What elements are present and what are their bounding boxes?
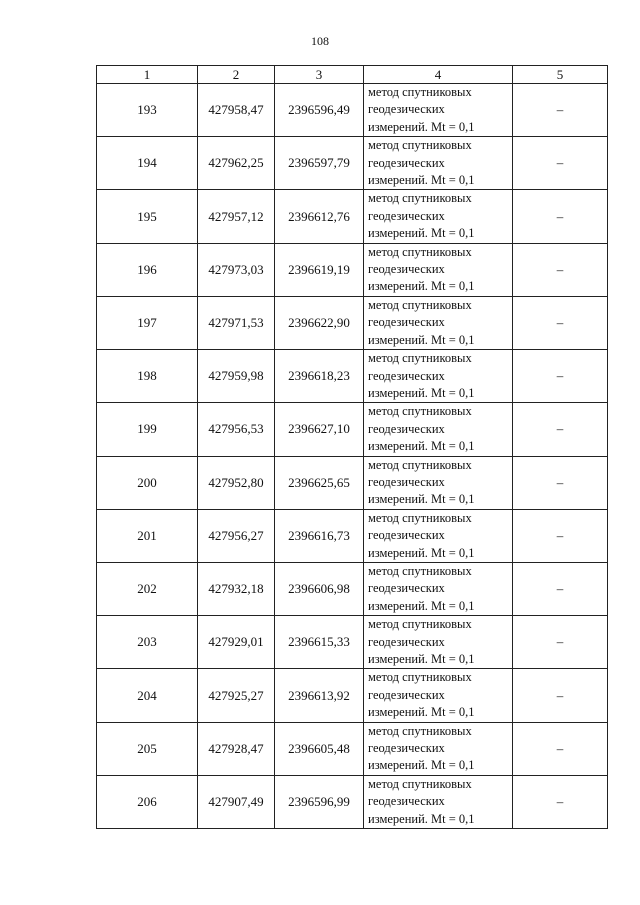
x-coordinate-cell: 427962,25 — [198, 137, 275, 190]
x-coordinate-cell: 427925,27 — [198, 669, 275, 722]
table-row — [97, 243, 608, 296]
method-cell — [364, 190, 513, 243]
method-line-1: метод спутниковых — [368, 138, 472, 153]
y-coordinate-cell: 2396625,65 — [275, 456, 364, 509]
x-coordinate-cell: 427956,53 — [198, 403, 275, 456]
point-number-cell: 195 — [97, 190, 198, 243]
point-number-cell: 202 — [97, 562, 198, 615]
note-cell: – — [513, 84, 608, 137]
x-coordinate-cell: 427952,80 — [198, 456, 275, 509]
method-line-3: измерений. Mt = 0,1 — [368, 332, 475, 347]
point-number-cell: 200 — [97, 456, 198, 509]
table-row — [97, 775, 608, 828]
table-body — [97, 84, 608, 829]
method-line-2: геодезических — [368, 368, 445, 383]
method-line-1: метод спутниковых — [368, 404, 472, 419]
method-line-3: измерений. Mt = 0,1 — [368, 545, 475, 560]
y-coordinate-cell: 2396596,99 — [275, 775, 364, 828]
x-coordinate-cell: 427929,01 — [198, 616, 275, 669]
method-line-3: измерений. Mt = 0,1 — [368, 811, 475, 826]
method-line-1: метод спутниковых — [368, 776, 472, 791]
x-coordinate-cell: 427971,53 — [198, 296, 275, 349]
method-line-3: измерений. Mt = 0,1 — [368, 119, 475, 134]
method-cell — [364, 137, 513, 190]
x-coordinate-cell: 427956,27 — [198, 509, 275, 562]
method-line-1: метод спутниковых — [368, 457, 472, 472]
method-cell — [364, 403, 513, 456]
table-row — [97, 190, 608, 243]
table-row — [97, 616, 608, 669]
table-row — [97, 296, 608, 349]
table-row — [97, 562, 608, 615]
point-number-cell: 203 — [97, 616, 198, 669]
table-row — [97, 137, 608, 190]
method-cell — [364, 296, 513, 349]
y-coordinate-cell: 2396618,23 — [275, 350, 364, 403]
method-line-2: геодезических — [368, 528, 445, 543]
y-coordinate-cell: 2396613,92 — [275, 669, 364, 722]
method-line-1: метод спутниковых — [368, 191, 472, 206]
method-cell — [364, 350, 513, 403]
method-line-2: геодезических — [368, 741, 445, 756]
method-cell — [364, 775, 513, 828]
method-line-2: геодезических — [368, 581, 445, 596]
method-line-3: измерений. Mt = 0,1 — [368, 173, 475, 188]
x-coordinate-cell: 427958,47 — [198, 84, 275, 137]
x-coordinate-cell: 427928,47 — [198, 722, 275, 775]
y-coordinate-cell: 2396612,76 — [275, 190, 364, 243]
header-row — [97, 66, 608, 84]
header-col-5: 5 — [513, 66, 608, 84]
note-cell: – — [513, 722, 608, 775]
table-row — [97, 350, 608, 403]
point-number-cell: 196 — [97, 243, 198, 296]
method-line-1: метод спутниковых — [368, 670, 472, 685]
note-cell: – — [513, 562, 608, 615]
point-number-cell: 193 — [97, 84, 198, 137]
note-cell: – — [513, 137, 608, 190]
x-coordinate-cell: 427907,49 — [198, 775, 275, 828]
y-coordinate-cell: 2396627,10 — [275, 403, 364, 456]
method-cell — [364, 84, 513, 137]
method-line-3: измерений. Mt = 0,1 — [368, 439, 475, 454]
method-line-1: метод спутниковых — [368, 723, 472, 738]
method-line-1: метод спутниковых — [368, 510, 472, 525]
point-number-cell: 204 — [97, 669, 198, 722]
method-cell — [364, 509, 513, 562]
method-line-2: геодезических — [368, 421, 445, 436]
note-cell: – — [513, 616, 608, 669]
header-col-4: 4 — [364, 66, 513, 84]
point-number-cell: 194 — [97, 137, 198, 190]
table-row — [97, 456, 608, 509]
table-row — [97, 509, 608, 562]
method-line-3: измерений. Mt = 0,1 — [368, 652, 475, 666]
x-coordinate-cell: 427959,98 — [198, 350, 275, 403]
method-line-3: измерений. Mt = 0,1 — [368, 492, 475, 507]
point-number-cell: 198 — [97, 350, 198, 403]
method-line-2: геодезических — [368, 208, 445, 223]
method-cell — [364, 456, 513, 509]
header-col-1: 1 — [97, 66, 198, 84]
method-cell — [364, 562, 513, 615]
y-coordinate-cell: 2396605,48 — [275, 722, 364, 775]
method-line-2: геодезических — [368, 155, 445, 170]
method-line-2: геодезических — [368, 474, 445, 489]
method-line-2: геодезических — [368, 634, 445, 649]
table-row — [97, 669, 608, 722]
header-col-2: 2 — [198, 66, 275, 84]
coordinates-table — [96, 65, 608, 829]
table-header — [97, 66, 608, 84]
note-cell: – — [513, 403, 608, 456]
method-line-1: метод спутниковых — [368, 563, 472, 578]
method-line-3: измерений. Mt = 0,1 — [368, 279, 475, 294]
page-number: 108 — [311, 34, 329, 48]
table-row — [97, 403, 608, 456]
y-coordinate-cell: 2396616,73 — [275, 509, 364, 562]
point-number-cell: 201 — [97, 509, 198, 562]
note-cell: – — [513, 669, 608, 722]
note-cell: – — [513, 509, 608, 562]
note-cell: – — [513, 350, 608, 403]
note-cell: – — [513, 456, 608, 509]
method-cell — [364, 243, 513, 296]
point-number-cell: 197 — [97, 296, 198, 349]
x-coordinate-cell: 427957,12 — [198, 190, 275, 243]
x-coordinate-cell: 427932,18 — [198, 562, 275, 615]
method-line-3: измерений. Mt = 0,1 — [368, 705, 475, 720]
x-coordinate-cell: 427973,03 — [198, 243, 275, 296]
method-cell — [364, 616, 513, 669]
method-line-1: метод спутниковых — [368, 617, 472, 632]
method-line-3: измерений. Mt = 0,1 — [368, 758, 475, 773]
point-number-cell: 206 — [97, 775, 198, 828]
y-coordinate-cell: 2396622,90 — [275, 296, 364, 349]
point-number-cell: 205 — [97, 722, 198, 775]
table-row — [97, 722, 608, 775]
method-line-2: геодезических — [368, 315, 445, 330]
y-coordinate-cell: 2396596,49 — [275, 84, 364, 137]
method-line-1: метод спутниковых — [368, 351, 472, 366]
table-row — [97, 84, 608, 137]
method-cell — [364, 669, 513, 722]
y-coordinate-cell: 2396597,79 — [275, 137, 364, 190]
header-col-3: 3 — [275, 66, 364, 84]
method-line-2: геодезических — [368, 687, 445, 702]
y-coordinate-cell: 2396606,98 — [275, 562, 364, 615]
note-cell: – — [513, 775, 608, 828]
method-line-3: измерений. Mt = 0,1 — [368, 385, 475, 400]
y-coordinate-cell: 2396615,33 — [275, 616, 364, 669]
method-line-1: метод спутниковых — [368, 85, 472, 99]
method-line-1: метод спутниковых — [368, 297, 472, 312]
method-line-1: метод спутниковых — [368, 244, 472, 259]
method-line-2: геодезических — [368, 102, 445, 117]
method-line-2: геодезических — [368, 262, 445, 277]
y-coordinate-cell: 2396619,19 — [275, 243, 364, 296]
note-cell: – — [513, 243, 608, 296]
point-number-cell: 199 — [97, 403, 198, 456]
note-cell: – — [513, 296, 608, 349]
method-line-3: измерений. Mt = 0,1 — [368, 598, 475, 613]
method-cell — [364, 722, 513, 775]
method-line-3: измерений. Mt = 0,1 — [368, 226, 475, 241]
method-line-2: геодезических — [368, 794, 445, 809]
note-cell: – — [513, 190, 608, 243]
